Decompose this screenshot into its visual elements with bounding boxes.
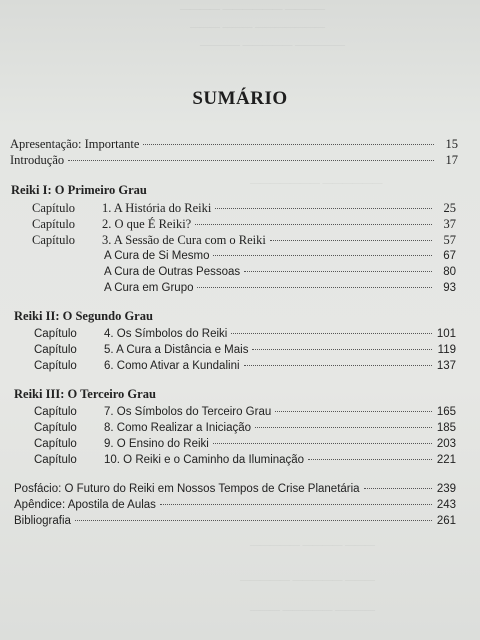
chapter-prefix: Capítulo (32, 217, 76, 231)
toc-entry-page: 165 (436, 406, 456, 418)
toc-entry-page: 80 (443, 266, 456, 278)
toc-entry-page: 15 (445, 137, 458, 151)
toc-entry (32, 233, 456, 249)
toc-entry-label: Bibliografia (14, 515, 71, 527)
toc-entry-label: 4. Os Símbolos do Reiki (104, 328, 228, 340)
toc-entry-label: 3. A Sessão de Cura com o Reiki (102, 233, 266, 247)
toc-entry-label: A Cura de Si Mesmo (104, 250, 210, 262)
chapter-prefix: Capítulo (34, 438, 77, 450)
dot-leader (308, 459, 432, 460)
toc-entry (32, 201, 456, 217)
dot-leader (275, 411, 432, 412)
toc-entry-page: 243 (436, 499, 456, 511)
toc-entry-page: 101 (436, 328, 456, 340)
toc-entry-label: 7. Os Símbolos do Terceiro Grau (104, 406, 272, 418)
toc-entry (32, 217, 456, 233)
dot-leader (197, 287, 432, 288)
show-through-text: ————— ————— ——— (240, 575, 375, 586)
toc-entry-page: 25 (443, 201, 456, 215)
chapter-prefix: Capítulo (32, 233, 76, 247)
dot-leader (231, 333, 432, 334)
toc-entry (34, 359, 456, 375)
toc-entry-label: Apresentação: Importante (10, 137, 140, 151)
toc-entry-label: Introdução (10, 153, 65, 167)
toc-entry-page: 119 (437, 344, 456, 356)
toc-entry-label: 1. A História do Reiki (102, 201, 212, 215)
toc-entry (34, 343, 456, 359)
toc-entry-label: 5. A Cura a Distância e Mais (104, 344, 249, 356)
show-through-text: ——————— —————— (250, 178, 383, 189)
toc-entry-label: 8. Como Realizar a Iniciação (104, 422, 252, 434)
chapter-prefix: Capítulo (34, 328, 77, 340)
toc-entry-label: Apêndice: Apostila de Aulas (14, 499, 156, 511)
toc-entry (34, 421, 456, 437)
dot-leader (160, 504, 432, 505)
dot-leader (143, 144, 434, 145)
chapter-prefix: Capítulo (34, 422, 77, 434)
toc-subentry (104, 249, 456, 265)
toc-entry-page: 17 (445, 153, 458, 167)
dot-leader (364, 488, 432, 489)
toc-entry-page: 137 (436, 360, 456, 372)
toc-entry-page: 37 (443, 217, 456, 231)
toc-subentry (104, 281, 456, 297)
toc-entry-label: Posfácio: O Futuro do Reiki em Nossos Tempos de Crise Planetária (14, 483, 360, 495)
dot-leader (75, 520, 432, 521)
dot-leader (213, 255, 432, 256)
toc-entry (34, 453, 456, 469)
show-through-text: ——— ————— ———— (250, 605, 375, 616)
part-heading: Reiki III: O Terceiro Grau (14, 387, 156, 401)
toc-entry-label: 2. O que É Reiki? (102, 217, 192, 231)
toc-entry (10, 137, 458, 153)
toc-entry-label: 10. O Reiki e o Caminho da Iluminação (104, 454, 305, 466)
part-heading: Reiki I: O Primeiro Grau (11, 183, 147, 197)
part-heading: Reiki II: O Segundo Grau (14, 309, 153, 323)
chapter-prefix: Capítulo (32, 201, 76, 215)
show-through-text: ———— ————— ————— (200, 40, 345, 51)
dot-leader (213, 443, 432, 444)
chapter-prefix: Capítulo (34, 360, 77, 372)
dot-leader (215, 208, 432, 209)
toc-entry (34, 437, 456, 453)
dot-leader (270, 240, 432, 241)
dot-leader (68, 160, 434, 161)
toc-entry-page: 239 (436, 483, 456, 495)
toc-entry-label: 6. Como Ativar a Kundalini (104, 360, 240, 372)
toc-entry-page: 57 (443, 233, 456, 247)
toc-entry (10, 153, 458, 169)
toc-entry-label: A Cura de Outras Pessoas (104, 266, 241, 278)
toc-entry-page: 185 (436, 422, 456, 434)
dot-leader (255, 427, 432, 428)
page-title: SUMÁRIO (192, 88, 288, 109)
toc-entry-page: 261 (436, 515, 456, 527)
toc-entry-page: 93 (443, 282, 456, 294)
chapter-prefix: Capítulo (34, 344, 77, 356)
toc-entry (14, 498, 456, 514)
dot-leader (244, 365, 432, 366)
chapter-prefix: Capítulo (34, 406, 77, 418)
show-through-text: ————— ———— ——— (250, 540, 375, 551)
toc-entry-page: 221 (436, 454, 456, 466)
dot-leader (195, 224, 432, 225)
toc-entry (34, 327, 456, 343)
dot-leader (244, 271, 432, 272)
toc-subentry (104, 265, 456, 281)
toc-entry-page: 67 (443, 250, 456, 262)
toc-entry-label: A Cura em Grupo (104, 282, 194, 294)
toc-entry (34, 405, 456, 421)
toc-entry (14, 482, 456, 498)
toc-entry (14, 514, 456, 530)
toc-entry-label: 9. O Ensino do Reiki (104, 438, 209, 450)
chapter-prefix: Capítulo (34, 454, 77, 466)
toc-entry-page: 203 (436, 438, 456, 450)
show-through-text: ———— —————— ———— (180, 4, 325, 15)
show-through-text: ——— ——— ——————— (190, 22, 325, 33)
dot-leader (252, 349, 432, 350)
